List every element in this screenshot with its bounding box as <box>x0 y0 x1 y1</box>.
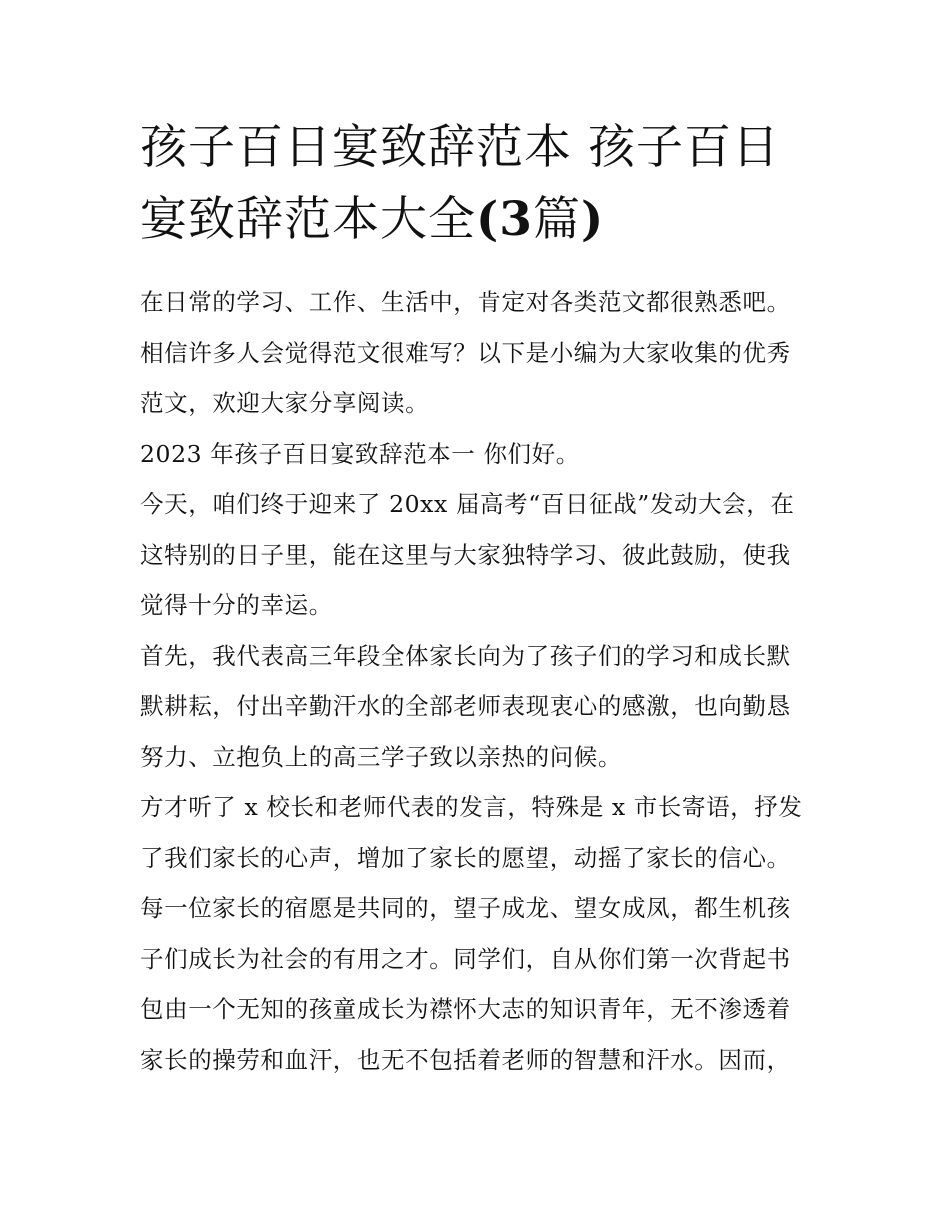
body-line: 默耕耘，付出辛勤汗水的全部老师表现衷心的感激，也向勤恳 <box>140 692 791 720</box>
body-line: 子们成长为社会的有用之才。同学们，自从你们第一次背起书 <box>140 944 791 973</box>
body-line: 包由一个无知的孩童成长为襟怀大志的知识青年，无不渗透着 <box>140 995 791 1023</box>
title-count-close: ) <box>580 192 605 247</box>
body-line: 范文，欢迎大家分享阅读。 <box>140 389 430 417</box>
body-line: 方才听了 x 校长和老师代表的发言，特殊是 x 市长寄语，抒发 <box>140 793 803 821</box>
body-line: 这特别的日子里，能在这里与大家独特学习、彼此鼓励，使我 <box>140 540 791 569</box>
body-line: 每一位家长的宿愿是共同的，望子成龙、望女成凤，都生机孩 <box>140 894 791 922</box>
body-line: 首先，我代表高三年段全体家长向为了孩子们的学习和成长默 <box>140 641 791 670</box>
body-line: 觉得十分的幸运。 <box>140 591 333 619</box>
document-title <box>140 112 830 256</box>
body-line: 在日常的学习、工作、生活中，肯定对各类范文都很熟悉吧。 <box>140 288 791 316</box>
document-body <box>140 282 830 1090</box>
body-line: 了我们家长的心声，增加了家长的愿望，动摇了家长的信心。 <box>140 843 791 872</box>
body-line: 家长的操劳和血汗，也无不包括着老师的智慧和汗水。因而， <box>140 1045 791 1074</box>
title-line-1: 孩子百日宴致辞范本 孩子百日 <box>140 120 780 175</box>
title-count-open: (3 <box>476 192 533 247</box>
body-line: 今天，咱们终于迎来了 20xx 届高考“百日征战”发动大会，在 <box>140 490 795 518</box>
body-line: 相信许多人会觉得范文很难写？以下是小编为大家收集的优秀 <box>140 338 791 367</box>
body-line: 努力、立抱负上的高三学子致以亲热的问候。 <box>140 742 622 771</box>
title-count-unit: 篇 <box>532 192 581 247</box>
body-line: 2023 年孩子百日宴致辞范本一 你们好。 <box>140 439 580 468</box>
title-line-2-prefix: 宴致辞范本大全 <box>140 192 476 247</box>
